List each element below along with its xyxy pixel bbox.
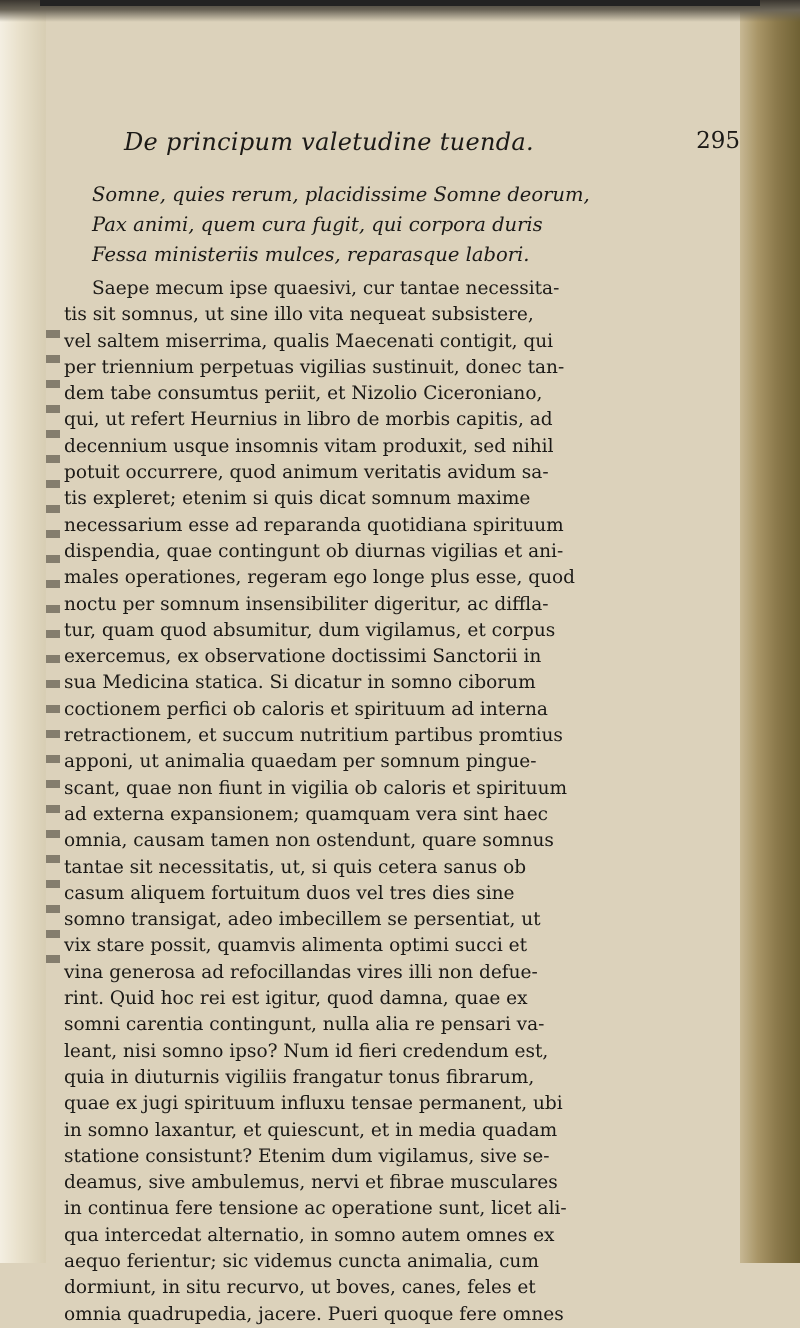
text-line: dem tabe consumtus periit, et Nizolio Ciceroniano, xyxy=(64,383,543,405)
running-title: De principum valetudine tuenda. xyxy=(124,128,534,156)
text-line: exercemus, ex observatione doctissimi Sanctorii in xyxy=(64,646,542,668)
text-line: in continua fere tensione ac operatione sunt, licet ali- xyxy=(64,1198,567,1220)
text-line: dispendia, quae contingunt ob diurnas vigilias et ani- xyxy=(64,540,564,562)
text-line: apponi, ut animalia quaedam per somnum pingue- xyxy=(64,751,537,773)
text-line: leant, nisi somno ipso? Num id fieri credendum est, xyxy=(64,1040,549,1062)
top-edge-rule xyxy=(40,0,760,6)
verse-quotation xyxy=(64,180,740,270)
page-number: 295 xyxy=(696,128,740,154)
text-line: somni carentia contingunt, nulla alia re pensari va- xyxy=(64,1014,545,1036)
text-line: males operationes, regeram ego longe plus esse, quod xyxy=(64,567,575,589)
book-page xyxy=(64,128,740,1328)
body-paragraph xyxy=(64,276,740,1328)
text-line: tantae sit necessitatis, ut, si quis cetera sanus ob xyxy=(64,856,527,878)
text-line: retractionem, et succum nutritium partibus promtius xyxy=(64,725,563,747)
text-line: sua Medicina statica. Si dicatur in somno ciborum xyxy=(64,672,536,694)
book-binding-edge xyxy=(740,0,800,1263)
text-line: qua intercedat alternatio, in somno autem omnes ex xyxy=(64,1224,555,1246)
text-line: vix stare possit, quamvis alimenta optimi succi et xyxy=(64,935,528,957)
text-line: tis sit somnus, ut sine illo vita nequeat subsistere, xyxy=(64,304,534,326)
text-line: omnia quadrupedia, jacere. Pueri quoque fere omnes xyxy=(64,1303,564,1325)
text-line: rint. Quid hoc rei est igitur, quod damna, quae ex xyxy=(64,988,528,1010)
text-line: tur, quam quod absumitur, dum vigilamus, et corpus xyxy=(64,619,556,641)
text-line: vel saltem miserrima, qualis Maecenati contigit, qui xyxy=(64,330,554,352)
text-line: potuit occurrere, quod animum veritatis avidum sa- xyxy=(64,462,549,484)
verse-line: Somne, quies rerum, placidissime Somne deorum, xyxy=(92,183,590,206)
text-line: per triennium perpetuas vigilias sustinuit, donec tan- xyxy=(64,356,565,378)
text-line: omnia, causam tamen non ostendunt, quare somnus xyxy=(64,830,554,852)
text-line: vina generosa ad refocillandas vires illi non defue- xyxy=(64,961,538,983)
page-header xyxy=(64,128,740,168)
text-line: quia in diuturnis vigiliis frangatur tonus fibrarum, xyxy=(64,1066,535,1088)
text-line: somno transigat, adeo imbecillem se persentiat, ut xyxy=(64,909,541,931)
text-line: in somno laxantur, et quiescunt, et in media quadam xyxy=(64,1119,558,1141)
text-line: tis expleret; etenim si quis dicat somnum maxime xyxy=(64,488,531,510)
text-line: coctionem perfici ob caloris et spirituum ad interna xyxy=(64,698,548,720)
text-line: quae ex jugi spirituum influxu tensae permanent, ubi xyxy=(64,1093,563,1115)
verse-line: Pax animi, quem cura fugit, qui corpora duris xyxy=(92,213,543,236)
text-line: Saepe mecum ipse quaesivi, cur tantae necessita- xyxy=(92,278,560,299)
text-line: ad externa expansionem; quamquam vera sint haec xyxy=(64,803,549,825)
text-line: aequo ferientur; sic videmus cuncta animalia, cum xyxy=(64,1250,539,1272)
text-line: decennium usque insomnis vitam produxit, sed nihil xyxy=(64,435,554,457)
text-line: deamus, sive ambulemus, nervi et fibrae musculares xyxy=(64,1172,558,1194)
text-line: noctu per somnum insensibiliter digeritur, ac diffla- xyxy=(64,593,549,615)
text-line: statione consistunt? Etenim dum vigilamus, sive se- xyxy=(64,1145,550,1167)
gutter-shadow-marks xyxy=(46,330,60,980)
text-line: necessarium esse ad reparanda quotidiana spirituum xyxy=(64,514,564,536)
text-line: dormiunt, in situ recurvo, ut boves, canes, feles et xyxy=(64,1277,536,1299)
text-line: casum aliquem fortuitum duos vel tres dies sine xyxy=(64,882,515,904)
text-line: scant, quae non fiunt in vigilia ob caloris et spirituum xyxy=(64,777,568,799)
text-line: qui, ut refert Heurnius in libro de morbis capitis, ad xyxy=(64,409,553,431)
verse-line: Fessa ministeriis mulces, reparasque labori. xyxy=(92,243,530,266)
page-gutter xyxy=(0,0,46,1263)
